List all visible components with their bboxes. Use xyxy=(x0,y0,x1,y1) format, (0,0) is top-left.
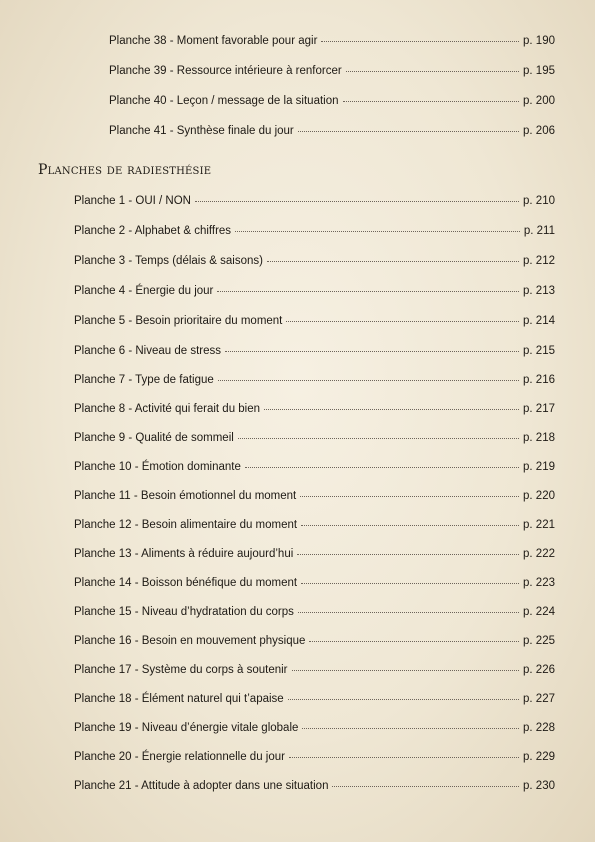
toc-entry-label: Planche 18 - Élément naturel qui t’apaise xyxy=(74,693,284,705)
toc-entry[interactable] xyxy=(74,460,555,474)
toc-entry[interactable] xyxy=(109,64,555,78)
toc-entry-label: Planche 10 - Émotion dominante xyxy=(74,461,241,473)
dot-leader xyxy=(301,583,519,584)
dot-leader xyxy=(302,728,519,729)
dot-leader xyxy=(321,41,519,42)
dot-leader xyxy=(346,71,519,72)
toc-entry-page: p. 206 xyxy=(523,125,555,137)
toc-entry-page: p. 220 xyxy=(523,490,555,502)
toc-entry[interactable] xyxy=(74,431,555,445)
toc-entry[interactable] xyxy=(74,518,555,532)
toc-entry-page: p. 219 xyxy=(523,461,555,473)
toc-entry-label: Planche 8 - Activité qui ferait du bien xyxy=(74,403,261,415)
toc-entry[interactable] xyxy=(74,254,555,268)
dot-leader xyxy=(343,101,520,102)
toc-entry[interactable] xyxy=(74,779,555,793)
toc-entry-page: p. 227 xyxy=(523,693,555,705)
toc-entry-page: p. 229 xyxy=(523,751,555,763)
toc-entry-page: p. 228 xyxy=(523,722,555,734)
toc-entry-label: Planche 9 - Qualité de sommeil xyxy=(74,432,234,444)
dot-leader xyxy=(218,380,519,381)
dot-leader xyxy=(286,321,519,322)
section-title: Planches de radiesthésie xyxy=(38,162,212,178)
toc-entry[interactable] xyxy=(74,721,555,735)
dot-leader xyxy=(292,670,520,671)
toc-entry-label: Planche 6 - Niveau de stress xyxy=(74,345,222,357)
toc-entry-page: p. 195 xyxy=(523,65,555,77)
dot-leader xyxy=(288,699,519,700)
dot-leader xyxy=(245,467,519,468)
toc-entry[interactable] xyxy=(74,576,555,590)
toc-entry-page: p. 217 xyxy=(523,403,555,415)
toc-entry-label: Planche 11 - Besoin émotionnel du moment xyxy=(74,490,297,502)
toc-entry[interactable] xyxy=(74,489,555,503)
toc-entry[interactable] xyxy=(74,344,555,358)
toc-entry-page: p. 190 xyxy=(523,35,555,47)
toc-entry[interactable] xyxy=(74,373,555,387)
toc-entry-label: Planche 3 - Temps (délais & saisons) xyxy=(74,255,263,267)
dot-leader xyxy=(298,612,519,613)
toc-entry[interactable] xyxy=(74,224,555,238)
dot-leader xyxy=(298,131,519,132)
toc-entry-label: Planche 20 - Énergie relationnelle du jour xyxy=(74,751,285,763)
toc-entry-page: p. 225 xyxy=(523,635,555,647)
toc-entry-page: p. 216 xyxy=(523,374,555,386)
toc-entry-page: p. 200 xyxy=(523,95,555,107)
dot-leader xyxy=(300,496,519,497)
toc-entry[interactable] xyxy=(74,194,555,208)
dot-leader xyxy=(297,554,519,555)
toc-entry-label: Planche 13 - Aliments à réduire aujourd’hui xyxy=(74,548,294,560)
dot-leader xyxy=(264,409,519,410)
toc-entry[interactable] xyxy=(74,634,555,648)
toc-entry-page: p. 230 xyxy=(523,780,555,792)
dot-leader xyxy=(195,201,519,202)
toc-entry[interactable] xyxy=(109,34,555,48)
toc-entry-label: Planche 21 - Attitude à adopter dans une situation xyxy=(74,780,329,792)
toc-entry-label: Planche 38 - Moment favorable pour agir xyxy=(109,35,318,47)
toc-entry-label: Planche 15 - Niveau d’hydratation du corps xyxy=(74,606,294,618)
toc-entry-page: p. 214 xyxy=(523,315,555,327)
dot-leader xyxy=(309,641,519,642)
toc-entry[interactable] xyxy=(74,750,555,764)
toc-entry[interactable] xyxy=(109,94,555,108)
toc-entry[interactable] xyxy=(109,124,555,138)
toc-entry-page: p. 213 xyxy=(523,285,555,297)
toc-entry-label: Planche 14 - Boisson bénéfique du moment xyxy=(74,577,298,589)
dot-leader xyxy=(235,231,520,232)
toc-entry-label: Planche 4 - Énergie du jour xyxy=(74,285,214,297)
toc-entry-page: p. 222 xyxy=(523,548,555,560)
toc-entry-page: p. 210 xyxy=(523,195,555,207)
dot-leader xyxy=(217,291,519,292)
toc-entry-page: p. 223 xyxy=(523,577,555,589)
toc-entry-label: Planche 39 - Ressource intérieure à renforcer xyxy=(109,65,342,77)
dot-leader xyxy=(289,757,519,758)
toc-entry[interactable] xyxy=(74,692,555,706)
toc-entry-page: p. 211 xyxy=(523,225,555,237)
toc-entry-label: Planche 12 - Besoin alimentaire du moment xyxy=(74,519,298,531)
dot-leader xyxy=(267,261,519,262)
toc-entry-page: p. 212 xyxy=(523,255,555,267)
toc-entry[interactable] xyxy=(74,284,555,298)
toc-entry[interactable] xyxy=(74,402,555,416)
toc-entry-page: p. 215 xyxy=(523,345,555,357)
toc-entry[interactable] xyxy=(74,547,555,561)
toc-entry-label: Planche 17 - Système du corps à soutenir xyxy=(74,664,288,676)
toc-entry-label: Planche 5 - Besoin prioritaire du moment xyxy=(74,315,283,327)
toc-entry-label: Planche 40 - Leçon / message de la situation xyxy=(109,95,339,107)
toc-entry-label: Planche 2 - Alphabet & chiffres xyxy=(74,225,232,237)
toc-entry-label: Planche 19 - Niveau d’énergie vitale globale xyxy=(74,722,299,734)
dot-leader xyxy=(301,525,519,526)
toc-entry-page: p. 224 xyxy=(523,606,555,618)
toc-entry-label: Planche 41 - Synthèse finale du jour xyxy=(109,125,294,137)
toc-entry-label: Planche 1 - OUI / NON xyxy=(74,195,191,207)
toc-entry-label: Planche 7 - Type de fatigue xyxy=(74,374,214,386)
toc-entry-page: p. 218 xyxy=(523,432,555,444)
toc-entry-label: Planche 16 - Besoin en mouvement physique xyxy=(74,635,306,647)
toc-entry-page: p. 226 xyxy=(523,664,555,676)
toc-entry[interactable] xyxy=(74,314,555,328)
dot-leader xyxy=(238,438,519,439)
toc-entry-page: p. 221 xyxy=(523,519,555,531)
dot-leader xyxy=(225,351,519,352)
toc-entry[interactable] xyxy=(74,663,555,677)
dot-leader xyxy=(332,786,519,787)
toc-entry[interactable] xyxy=(74,605,555,619)
